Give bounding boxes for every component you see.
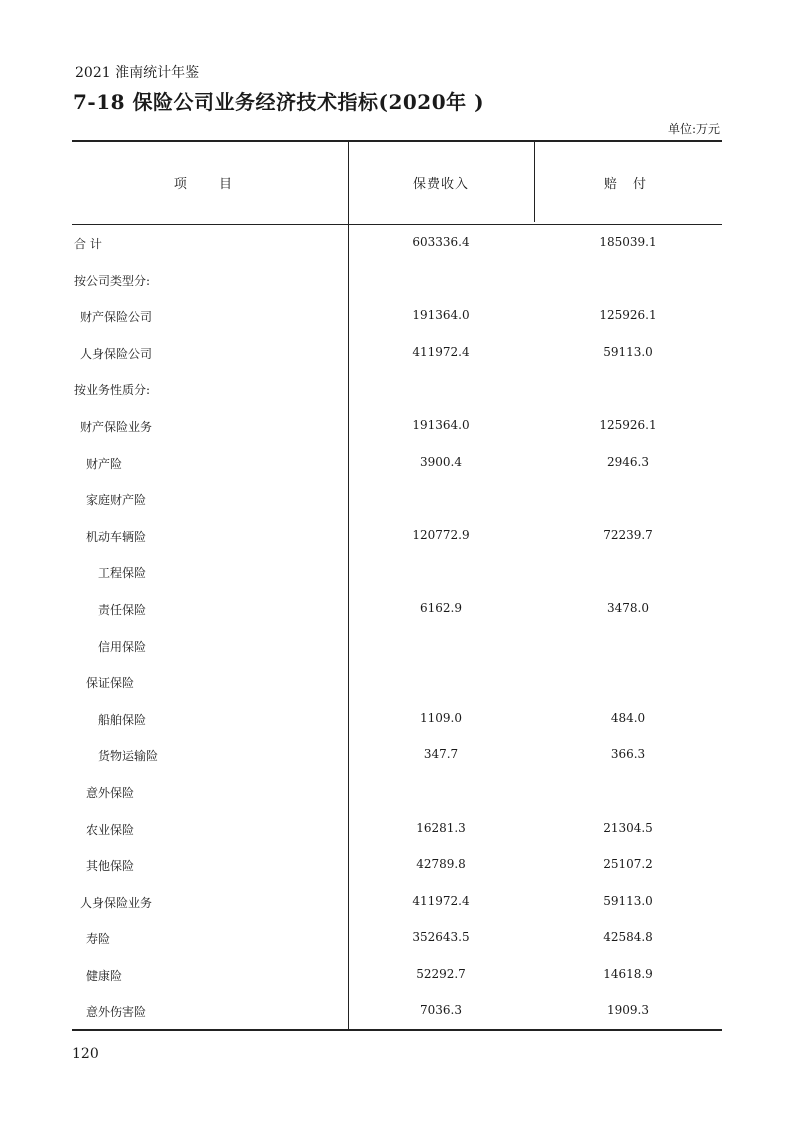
table-row xyxy=(72,956,722,993)
premium-value: 7036.3 xyxy=(420,1003,462,1018)
claims-value: 125926.1 xyxy=(599,308,657,323)
claims-value: 59113.0 xyxy=(603,344,653,359)
unit-label: 单位:万元 xyxy=(667,122,720,136)
claims-value: 185039.1 xyxy=(599,235,657,249)
premium-value: 411972.4 xyxy=(412,893,470,908)
table-top-rule xyxy=(72,140,722,142)
premium-value: 347.7 xyxy=(423,747,459,762)
table-row xyxy=(72,553,722,590)
claims-value: 2946.3 xyxy=(607,454,649,469)
table-row xyxy=(72,663,722,700)
table-row xyxy=(72,883,722,920)
column-header-item: 项 目 xyxy=(173,177,247,192)
table-row xyxy=(72,480,722,517)
claims-value: 125926.1 xyxy=(599,417,657,432)
claims-value: 72239.7 xyxy=(603,527,653,542)
row-label: 其他保险 xyxy=(86,859,135,874)
table-row xyxy=(72,810,722,847)
table-row xyxy=(72,627,722,664)
row-label: 按公司类型分: xyxy=(74,273,151,288)
column-header-premium: 保费收入 xyxy=(412,177,469,192)
table-row xyxy=(72,334,722,371)
row-label: 农业保险 xyxy=(86,822,135,837)
premium-value: 42789.8 xyxy=(416,857,466,872)
premium-value: 1109.0 xyxy=(420,710,462,725)
table-row xyxy=(72,444,722,481)
table-row xyxy=(72,700,722,737)
premium-value: 352643.5 xyxy=(412,930,470,945)
table-row xyxy=(72,517,722,554)
premium-value: 191364.0 xyxy=(412,308,470,323)
premium-value: 411972.4 xyxy=(412,344,470,359)
table-title: 7-18 保险公司业务经济技术指标(2020年 ) xyxy=(73,90,485,114)
table-row xyxy=(72,736,722,773)
claims-value: 1909.3 xyxy=(607,1003,649,1018)
claims-value: 14618.9 xyxy=(603,966,653,981)
claims-value: 59113.0 xyxy=(603,893,653,908)
table-row xyxy=(72,407,722,444)
row-label: 财产保险业务 xyxy=(80,419,153,434)
page-number: 120 xyxy=(72,1046,99,1062)
table-body xyxy=(72,224,722,1029)
premium-value: 603336.4 xyxy=(412,235,470,249)
row-label: 财产险 xyxy=(86,456,123,471)
row-label: 寿险 xyxy=(86,932,111,947)
claims-value: 25107.2 xyxy=(603,857,653,872)
row-label: 保证保险 xyxy=(86,676,135,691)
premium-value: 52292.7 xyxy=(416,966,466,981)
row-label: 健康险 xyxy=(86,968,123,983)
row-label: 家庭财产险 xyxy=(86,493,147,508)
row-label: 人身保险公司 xyxy=(80,346,153,361)
row-label: 意外伤害险 xyxy=(86,1005,147,1020)
row-label: 货物运输险 xyxy=(98,749,159,764)
row-label: 财产保险公司 xyxy=(80,310,153,325)
row-label: 人身保险业务 xyxy=(80,895,153,910)
premium-value: 16281.3 xyxy=(416,820,466,835)
claims-value: 366.3 xyxy=(610,747,646,762)
table-row xyxy=(72,773,722,810)
premium-value: 6162.9 xyxy=(420,600,462,615)
table-row xyxy=(72,846,722,883)
yearbook-header: 2021 淮南统计年鉴 xyxy=(75,65,200,81)
claims-value: 484.0 xyxy=(610,710,646,725)
row-label: 信用保险 xyxy=(98,639,147,654)
table-bottom-rule xyxy=(72,1029,722,1031)
table-row xyxy=(72,224,722,261)
premium-value: 120772.9 xyxy=(412,527,470,542)
row-label: 合 计 xyxy=(74,237,102,251)
column-header-claims: 赔 付 xyxy=(603,177,653,192)
claims-value: 3478.0 xyxy=(607,600,649,615)
table-row xyxy=(72,261,722,298)
row-label: 工程保险 xyxy=(98,566,147,581)
premium-value: 3900.4 xyxy=(420,454,462,469)
claims-value: 21304.5 xyxy=(603,820,653,835)
row-label: 机动车辆险 xyxy=(86,529,147,544)
claims-value: 42584.8 xyxy=(603,930,653,945)
premium-value: 191364.0 xyxy=(412,417,470,432)
row-label: 意外保险 xyxy=(86,785,135,800)
table-row xyxy=(72,370,722,407)
table-row xyxy=(72,590,722,627)
table-row xyxy=(72,297,722,334)
row-label: 责任保险 xyxy=(98,602,147,617)
table-row xyxy=(72,992,722,1029)
row-label: 按业务性质分: xyxy=(74,383,151,398)
row-label: 船舶保险 xyxy=(98,712,147,727)
table-row xyxy=(72,919,722,956)
